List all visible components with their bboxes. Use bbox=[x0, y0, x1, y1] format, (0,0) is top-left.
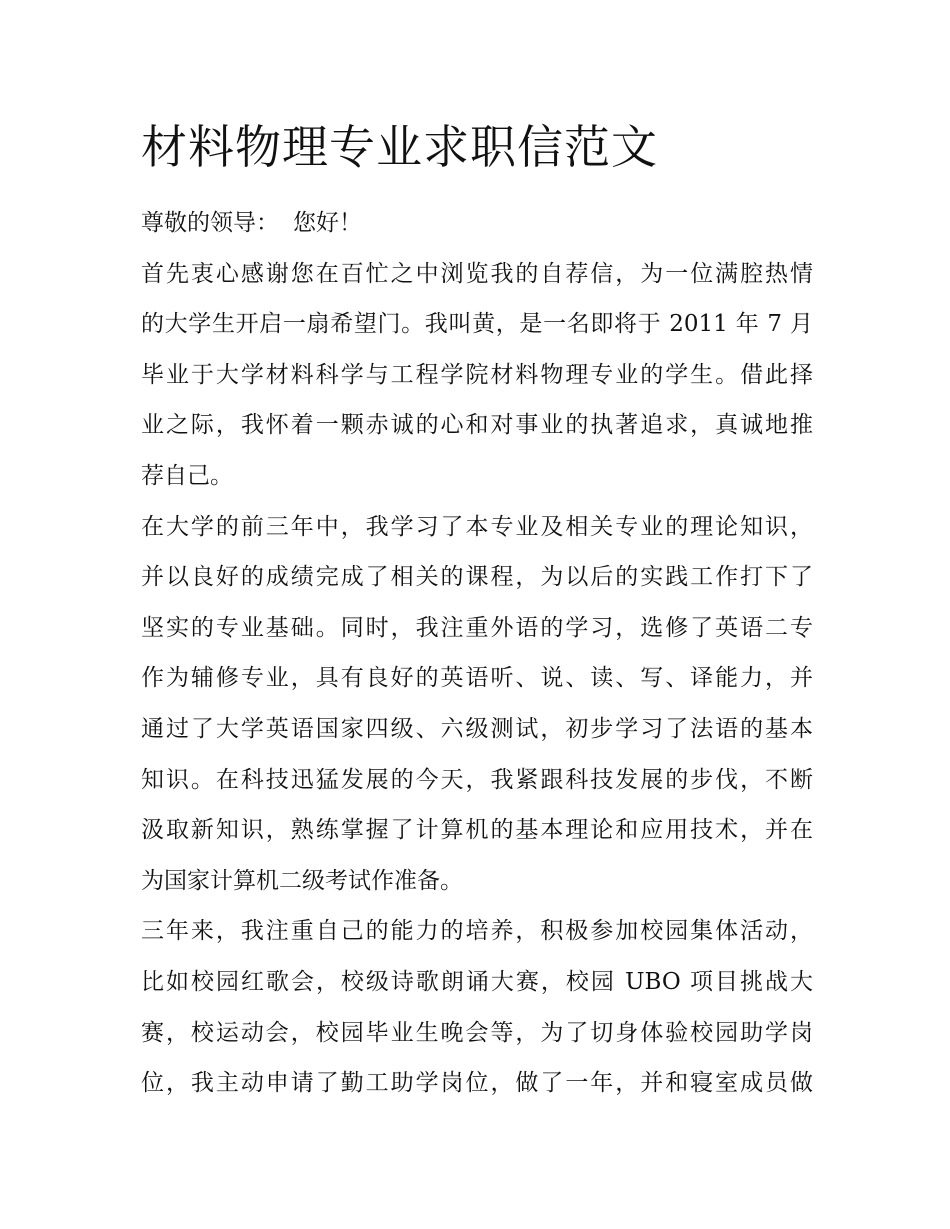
paragraph-line: 汲取新知识，熟练掌握了计算机的基本理论和应用技术，并在 bbox=[141, 817, 813, 844]
paragraph-line: 三年来，我注重自己的能力的培养，积极参加校园集体活动， bbox=[141, 918, 813, 945]
paragraph-line: 作为辅修专业，具有良好的英语听、说、读、写、译能力，并 bbox=[141, 665, 813, 692]
salutation-line bbox=[141, 198, 813, 249]
paragraph-1 bbox=[141, 249, 813, 502]
paragraph-line: 为国家计算机二级考试作准备。 bbox=[141, 867, 463, 894]
paragraph-line: 比如校园红歌会，校级诗歌朗诵大赛，校园 UBO 项目挑战大 bbox=[141, 968, 813, 995]
paragraph-3 bbox=[141, 906, 813, 1108]
paragraph-line: 的大学生开启一扇希望门。我叫黄，是一名即将于 2011 年 7 月 bbox=[141, 311, 813, 338]
paragraph-line: 坚实的专业基础。同时，我注重外语的学习，选修了英语二专 bbox=[141, 614, 813, 641]
paragraph-line: 赛，校运动会，校园毕业生晚会等，为了切身体验校园助学岗 bbox=[141, 1019, 813, 1046]
paragraph-line: 知识。在科技迅猛发展的今天，我紧跟科技发展的步伐，不断 bbox=[141, 766, 813, 793]
paragraph-line: 毕业于大学材料科学与工程学院材料物理专业的学生。借此择 bbox=[141, 361, 813, 388]
paragraph-line: 并以良好的成绩完成了相关的课程，为以后的实践工作打下了 bbox=[141, 564, 813, 591]
document-title: 材料物理专业求职信范文 bbox=[141, 120, 658, 174]
salutation-greeting: 尊敬的领导： bbox=[141, 210, 279, 236]
paragraph-line: 通过了大学英语国家四级、六级测试，初步学习了法语的基本 bbox=[141, 715, 813, 742]
document-body bbox=[141, 198, 813, 1109]
paragraph-line: 首先衷心感谢您在百忙之中浏览我的自荐信，为一位满腔热情 bbox=[141, 260, 813, 287]
paragraph-line: 业之际，我怀着一颗赤诚的心和对事业的执著追求，真诚地推 bbox=[141, 412, 813, 439]
paragraph-line: 荐自己。 bbox=[141, 462, 233, 489]
paragraph-2 bbox=[141, 502, 813, 907]
salutation-hello: 您好！ bbox=[293, 210, 362, 236]
paragraph-line: 在大学的前三年中，我学习了本专业及相关专业的理论知识， bbox=[141, 513, 813, 540]
salutation bbox=[141, 198, 813, 249]
paragraph-line: 位，我主动申请了勤工助学岗位，做了一年，并和寝室成员做 bbox=[141, 1070, 813, 1097]
